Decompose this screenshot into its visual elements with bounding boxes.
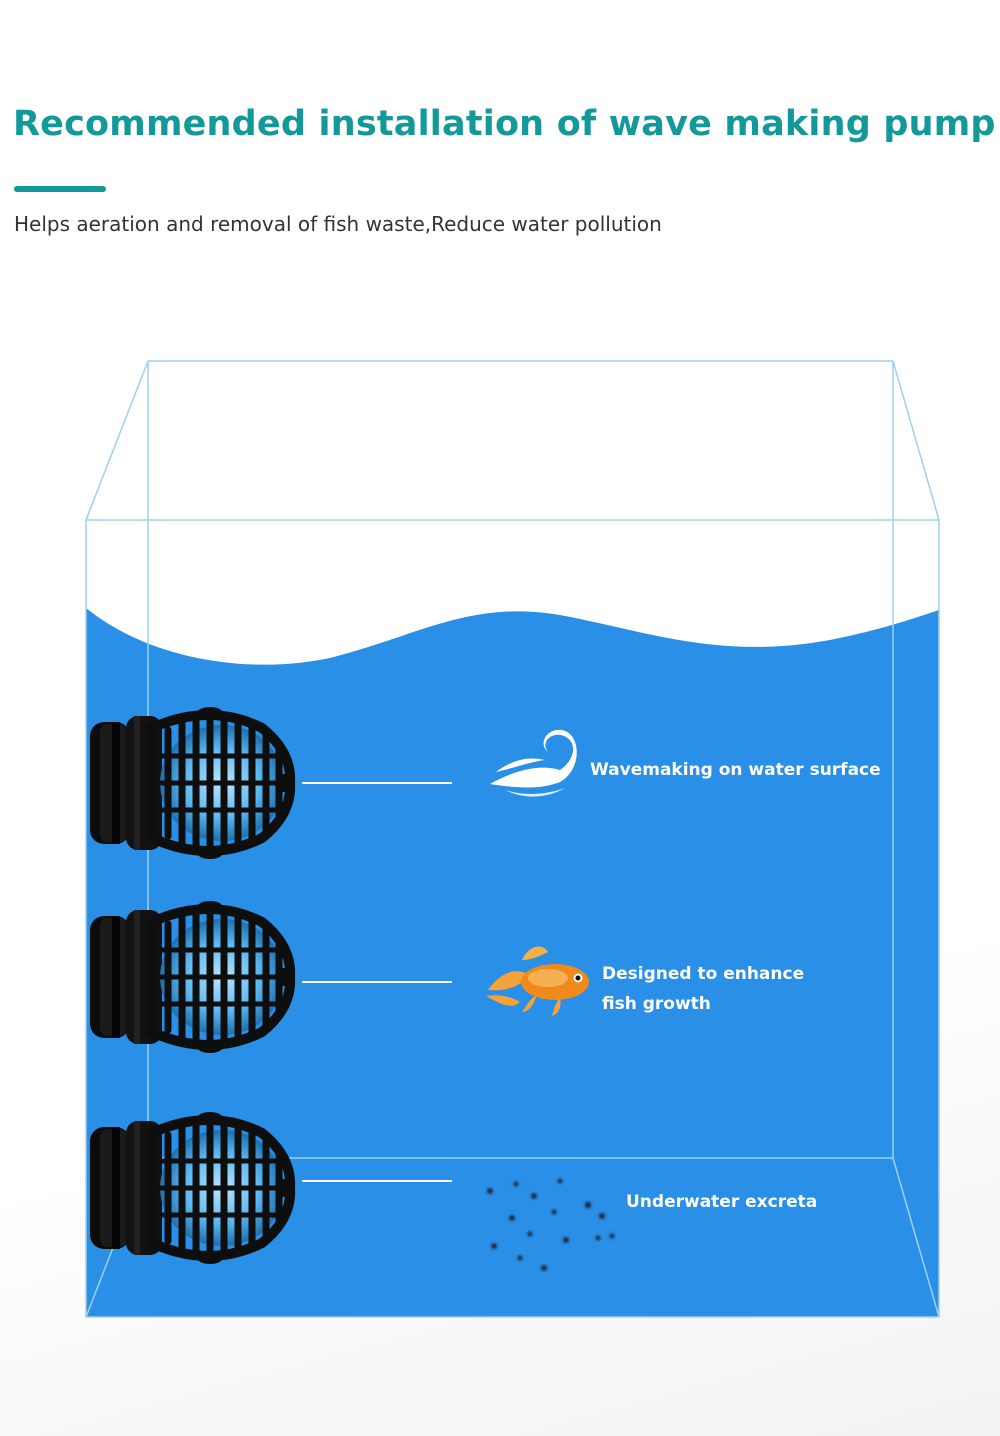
callout-excreta-text: Underwater excreta [626,1192,818,1212]
callout-wavemaking-text: Wavemaking on water surface [590,760,881,780]
callout-fish-growth-line-2: fish growth [602,994,711,1014]
callout-wavemaking [590,755,881,785]
callout-fish-growth [602,959,804,1019]
page-subtitle: Helps aeration and removal of fish waste,Reduce water pollution [14,212,662,236]
callout-fish-growth-line-1: Designed to enhance [602,964,805,984]
callout-excreta [626,1187,817,1217]
page-title: Recommended installation of wave making pump [13,104,996,144]
